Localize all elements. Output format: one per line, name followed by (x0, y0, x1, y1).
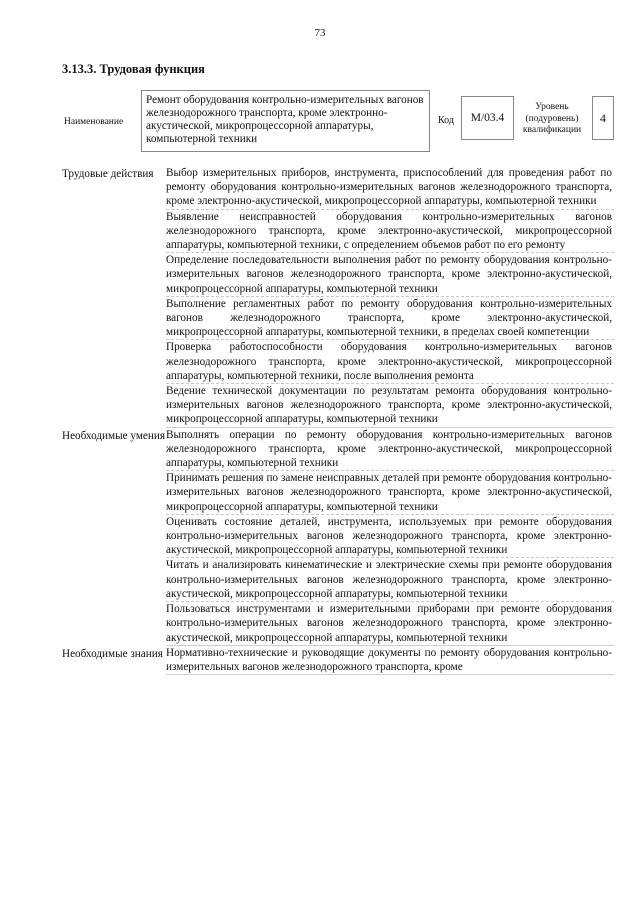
qualification-level: 4 (592, 96, 614, 140)
function-spec-table (62, 166, 614, 675)
list-item: Пользоваться инструментами и измерительными приборами при ремонте оборудования контрольно-измерительных вагонов железнодорожного транспорта, кроме электронно-акустической, микропроцессорной аппаратуры, компьютерной техники (166, 602, 614, 646)
list-item: Выполнение регламентных работ по ремонту оборудования контрольно-измерительных вагонов железнодорожного транспорта, кроме электронно-акустической, микропроцессорной аппаратуры, компьютерной техники, в пределах своей компетенции (166, 297, 614, 341)
name-label: Наименование (64, 117, 124, 127)
list-item: Нормативно-технические и руководящие документы по ремонту оборудования контрольно-измерительных вагонов железнодорожного транспорта, кроме (166, 646, 614, 675)
list-item: Ведение технической документации по результатам ремонта оборудования контрольно-измерительных вагонов железнодорожного транспорта, кроме электронно-акустической, микропроцессорной аппаратуры, компьютерной техники (166, 384, 614, 428)
required-knowledge-group (62, 646, 614, 675)
page-number: 73 (314, 27, 326, 39)
list-item: Определение последовательности выполнения работ по ремонту оборудования контрольно-измерительных вагонов железнодорожного транспорта, кроме электронно-акустической, микропроцессорной аппаратуры, компьютерной техники (166, 253, 614, 297)
group-items (166, 646, 614, 675)
function-name: Ремонт оборудования контрольно-измерительных вагонов железнодорожного транспорта, кроме электронно-акустической, микропроцессорной аппаратуры, компьютерной техники (141, 90, 430, 152)
list-item: Выполнять операции по ремонту оборудования контрольно-измерительных вагонов железнодорожного транспорта, кроме электронно-акустической, микропроцессорной аппаратуры, компьютерной техники (166, 428, 614, 472)
list-item: Оценивать состояние деталей, инструмента, используемых при ремонте оборудования контрольно-измерительных вагонов железнодорожного транспорта, кроме электронно-акустической, микропроцессорной аппаратуры, компьютерной техники (166, 515, 614, 559)
group-label: Трудовые действия (62, 168, 154, 180)
level-label: Уровень (подуровень) квалификации (522, 102, 582, 135)
code-label: Код (438, 115, 454, 126)
list-item: Проверка работоспособности оборудования контрольно-измерительных вагонов железнодорожного транспорта, кроме электронно-акустической, микропроцессорной аппаратуры, компьютерной техники, после выполнения ремонта (166, 340, 614, 384)
function-code: М/03.4 (461, 96, 514, 140)
list-item: Читать и анализировать кинематические и электрические схемы при ремонте оборудования контрольно-измерительных вагонов железнодорожного транспорта, кроме электронно-акустической, микропроцессорной аппаратуры, компьютерной техники (166, 558, 614, 602)
group-items (166, 166, 614, 428)
labor-actions-group (62, 166, 614, 428)
list-item: Выявление неисправностей оборудования контрольно-измерительных вагонов железнодорожного транспорта, кроме электронно-акустической, микропроцессорной аппаратуры, компьютерной техники, с определением объемов работ по его ремонту (166, 210, 614, 254)
function-header (62, 88, 614, 154)
group-label: Необходимые знания (62, 647, 163, 660)
group-label: Необходимые умения (62, 429, 165, 442)
group-items (166, 428, 614, 646)
required-skills-group (62, 428, 614, 646)
section-title: 3.13.3. Трудовая функция (62, 62, 205, 76)
list-item: Принимать решения по замене неисправных деталей при ремонте оборудования контрольно-измерительных вагонов железнодорожного транспорта, кроме электронно-акустической, микропроцессорной аппаратуры, компьютерной техники (166, 471, 614, 515)
list-item: Выбор измерительных приборов, инструмента, приспособлений для проведения работ по ремонту оборудования контрольно-измерительных вагонов железнодорожного транспорта, кроме электронно-акустической, микропроцессорной аппаратуры, компьютерной техники (166, 166, 614, 210)
